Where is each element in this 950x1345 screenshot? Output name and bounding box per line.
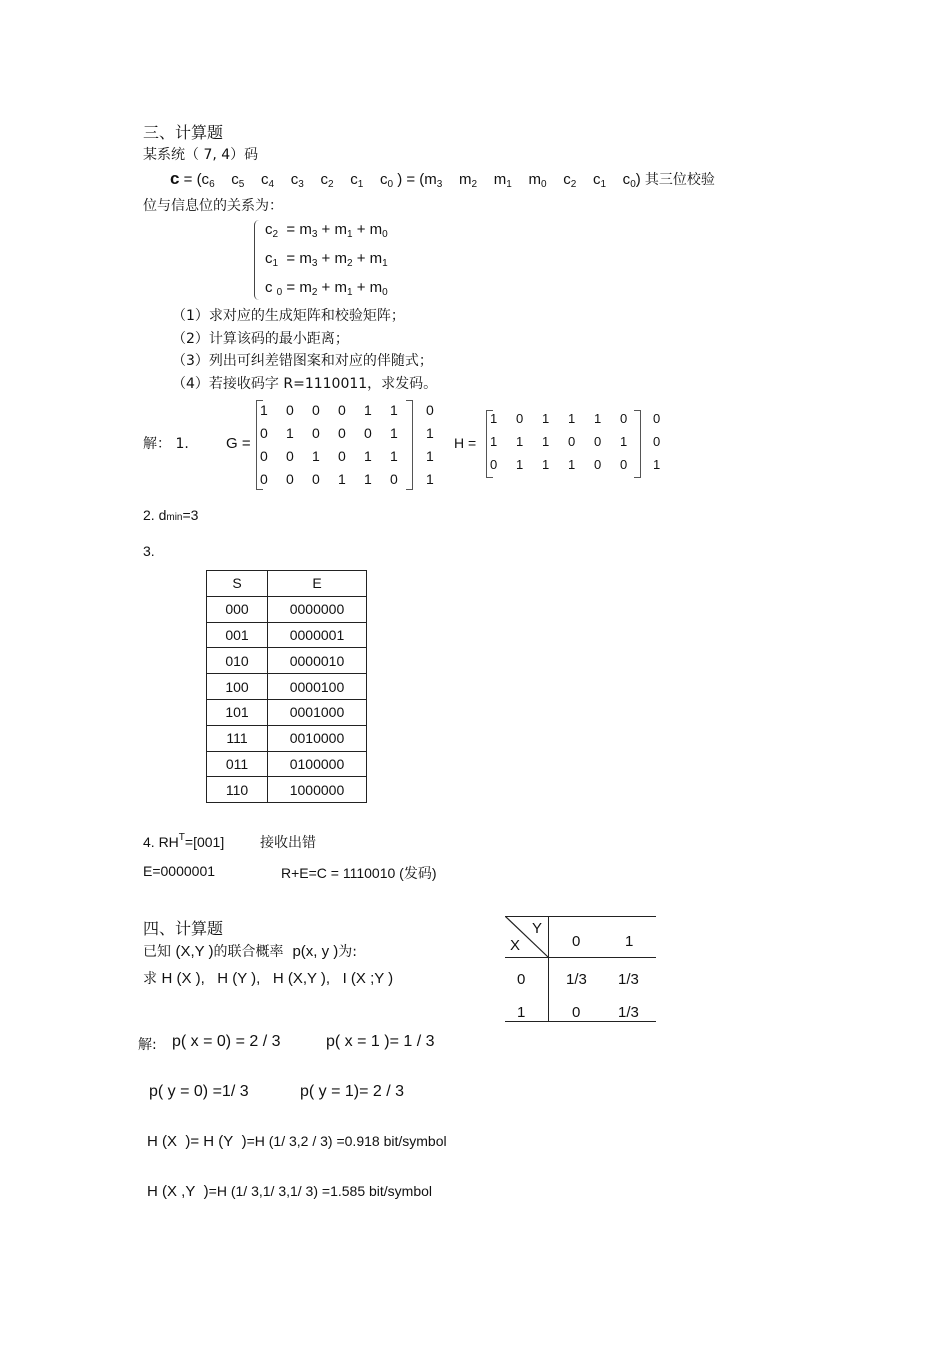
- table-row: [207, 725, 367, 751]
- question-2: （2）计算该码的最小距离；: [172, 331, 349, 347]
- jt-corner-x: X: [510, 937, 521, 954]
- H-cell: 0: [594, 434, 602, 449]
- given-line: [143, 941, 357, 961]
- G-cell: 1: [364, 401, 372, 418]
- jt-cell: 1/3: [618, 971, 639, 988]
- table-row: [207, 674, 367, 700]
- py1-line: p( y = 1)= 2 / 3: [300, 1083, 405, 1100]
- cell-e: 0001000: [268, 699, 367, 725]
- given-XY: (X,Y ): [175, 943, 214, 960]
- table-header-row: [207, 571, 367, 597]
- cell-e: 0100000: [268, 751, 367, 777]
- cell-s: 000: [207, 596, 268, 622]
- H-cell: 1: [542, 411, 550, 426]
- jt-corner-y: Y: [532, 920, 543, 937]
- step4-sup: T: [178, 832, 185, 843]
- given-b: 的联合概率: [213, 944, 284, 960]
- H-cell: 0: [568, 434, 576, 449]
- G-cell: 0: [390, 470, 398, 487]
- G-cell: 0: [312, 470, 320, 487]
- H-cell: 0: [620, 457, 628, 472]
- G-cell: 1: [260, 401, 268, 418]
- hxy-value: =H (1/ 3,1/ 3,1/ 3) =1.585 bit/symbol: [208, 1183, 433, 1199]
- header-E: E: [268, 571, 367, 597]
- given-c: 为:: [338, 944, 357, 960]
- G-cell: 1: [426, 470, 434, 487]
- question-4: （4）若接收码字 R=1110011，求发码。: [172, 376, 438, 392]
- given-pxy: p(x, y ): [292, 943, 339, 960]
- H-cell: 1: [568, 411, 576, 426]
- cell-s: 110: [207, 777, 268, 803]
- H-cell: 1: [542, 457, 550, 472]
- H-row: [490, 407, 679, 430]
- cell-e: 0010000: [268, 725, 367, 751]
- H-cell: 0: [653, 434, 661, 449]
- H-cell: 1: [516, 457, 524, 472]
- jt-cell: 1/3: [618, 1004, 639, 1021]
- G-cell: 0: [286, 470, 294, 487]
- G-cell: 0: [312, 401, 320, 418]
- table-row: [207, 622, 367, 648]
- G-cell: 1: [426, 424, 434, 441]
- question-1: （1）求对应的生成矩阵和校验矩阵；: [172, 308, 405, 324]
- section3-title: 三、计算题: [143, 123, 224, 142]
- section4-title: 四、计算题: [143, 919, 224, 938]
- H-cell: 1: [542, 434, 550, 449]
- G-row: [260, 398, 452, 421]
- H-cell: 1: [568, 457, 576, 472]
- G-cell: 1: [338, 470, 346, 487]
- H-label: H =: [454, 435, 477, 451]
- jt-bottom-line: [505, 1021, 656, 1022]
- relation-text: 位与信息位的关系为：: [143, 198, 283, 214]
- cell-s: 001: [207, 622, 268, 648]
- G-cell: 1: [364, 447, 372, 464]
- given-a: 已知: [143, 944, 171, 960]
- hx-value: =H (1/ 3,2 / 3) =0.918 bit/symbol: [246, 1133, 447, 1149]
- H-row: [490, 453, 679, 476]
- cell-e: 1000000: [268, 777, 367, 803]
- cell-s: 111: [207, 725, 268, 751]
- syndrome-table: [206, 570, 367, 803]
- H-cell: 1: [653, 457, 661, 472]
- jt-cell: 0: [572, 1004, 581, 1021]
- equation-c2: $c_2 = m_3 + m_1 + m_0$: [265, 221, 388, 240]
- step2-sub: min: [166, 512, 183, 523]
- H-cell: 1: [594, 411, 602, 426]
- G-cell: 1: [312, 447, 320, 464]
- px0-line: p( x = 0) = 2 / 3: [172, 1033, 281, 1050]
- G-cell: 0: [338, 447, 346, 464]
- hx-line: H (X )= H (Y )=H (1/ 3,2 / 3) =0.918 bit/symbol: [147, 1133, 447, 1150]
- G-cell: 1: [390, 424, 398, 441]
- H-cell: 0: [653, 411, 661, 426]
- step4-note: 接收出错: [260, 835, 316, 851]
- G-cell: 0: [364, 424, 372, 441]
- jt-row-x1: 1: [517, 1004, 526, 1021]
- jt-col-header-1: 1: [625, 933, 634, 950]
- G-cell: 1: [390, 447, 398, 464]
- G-cell: 1: [364, 470, 372, 487]
- table-row: [207, 751, 367, 777]
- G-cell: 0: [338, 424, 346, 441]
- table-row: [207, 699, 367, 725]
- H-cell: 1: [490, 411, 498, 426]
- H-cell: 0: [490, 457, 498, 472]
- codeword-formula: $c = (c_6$ $c_5$ $c_4$ $c_3$ $c_2$ $c_1$ $c_0$ ) = ($m_3$ $m_2$ $m_1$ $m_0$ $c_2$ $c_1$ $c_0$) 其三位校验: [170, 169, 715, 190]
- cell-e: 0000010: [268, 648, 367, 674]
- cell-e: 0000100: [268, 674, 367, 700]
- step2-prefix: 2. d: [143, 507, 167, 523]
- section3-intro: 某系统（ 7, 4）码: [143, 147, 259, 163]
- table-row: [207, 648, 367, 674]
- equation-c1: $c_1 = m_3 + m_2 + m_1$: [265, 250, 388, 269]
- cell-s: 010: [207, 648, 268, 674]
- H-cell: 0: [516, 411, 524, 426]
- G-cell: 1: [286, 424, 294, 441]
- H-cell: 0: [620, 411, 628, 426]
- G-cell: 0: [312, 424, 320, 441]
- hxy-line: H (X ,Y )=H (1/ 3,1/ 3,1/ 3) =1.585 bit/symbol: [147, 1183, 433, 1200]
- G-cell: 0: [338, 401, 346, 418]
- decoded-codeword-line: R+E=C = 1110010 (发码): [281, 865, 437, 881]
- parity-check-matrix: [490, 407, 679, 476]
- G-cell: 0: [426, 401, 434, 418]
- H-cell: 0: [594, 457, 602, 472]
- table-row: [207, 596, 367, 622]
- step4-syndrome: [143, 832, 224, 850]
- table-row: [207, 777, 367, 803]
- G-row: [260, 421, 452, 444]
- jt-cell: 1/3: [566, 971, 587, 988]
- G-label: G =: [226, 435, 251, 452]
- codeword-suffix: 其三位校验: [644, 172, 715, 188]
- section4-solution-label: 解:: [138, 1037, 157, 1053]
- jt-row-x0: 0: [517, 971, 526, 988]
- cell-s: 100: [207, 674, 268, 700]
- cell-s: 011: [207, 751, 268, 777]
- cell-e: 0000000: [268, 596, 367, 622]
- step4-prefix: 4. RH: [143, 834, 179, 850]
- G-cell: 0: [286, 401, 294, 418]
- cell-e: 0000001: [268, 622, 367, 648]
- ask-line: [143, 968, 393, 988]
- H-cell: 1: [516, 434, 524, 449]
- G-cell: 0: [260, 447, 268, 464]
- H-cell: 1: [490, 434, 498, 449]
- equation-c0: c $_0 = m_2 + m_1 + m_0$: [265, 279, 388, 298]
- ask-label: 求: [143, 971, 157, 987]
- G-row: [260, 467, 452, 490]
- header-S: S: [207, 571, 268, 597]
- G-row: [260, 444, 452, 467]
- G-cell: 1: [426, 447, 434, 464]
- step2-suffix: =3: [182, 507, 199, 523]
- H-row: [490, 430, 679, 453]
- step4-suffix: =[001]: [184, 834, 225, 850]
- G-cell: 0: [260, 424, 268, 441]
- px1-line: p( x = 1 )= 1 / 3: [326, 1033, 435, 1050]
- question-3: （3）列出可纠差错图案和对应的伴随式；: [172, 353, 433, 369]
- G-cell: 0: [260, 470, 268, 487]
- ask-entropies: H (X ), H (Y ), H (X,Y ), I (X ;Y ): [161, 970, 394, 987]
- py0-line: p( y = 0) =1/ 3: [149, 1083, 249, 1100]
- equation-brace: [254, 220, 259, 300]
- H-cell: 1: [620, 434, 628, 449]
- cell-s: 101: [207, 699, 268, 725]
- jt-col-header-0: 0: [572, 933, 581, 950]
- step3-label: 3.: [143, 543, 155, 559]
- generator-matrix: [260, 398, 452, 490]
- solution-label: 解： 1.: [143, 436, 189, 452]
- G-cell: 0: [286, 447, 294, 464]
- G-cell: 1: [390, 401, 398, 418]
- step2-dmin: [143, 507, 198, 523]
- error-pattern-line: E=0000001: [143, 863, 216, 879]
